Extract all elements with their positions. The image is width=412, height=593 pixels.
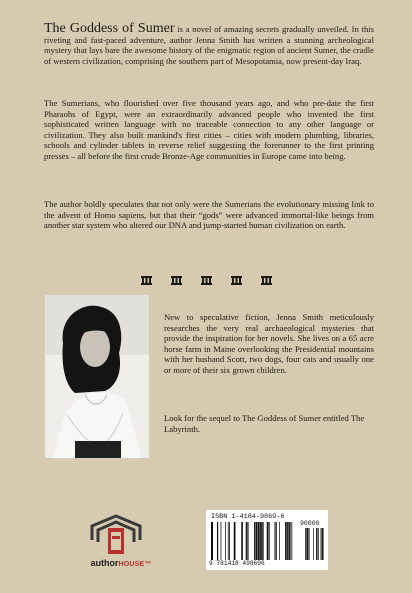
sequel-note: Look for the sequel to The Goddess of Sumer entitled The Labyrinth. (164, 413, 365, 434)
barcode-bar (221, 522, 222, 560)
isbn-barcode (206, 510, 328, 570)
ornament-row (0, 276, 412, 285)
barcode-bar (217, 522, 218, 560)
barcode-addon-bars (299, 528, 325, 560)
cuneiform-glyph-icon (171, 276, 182, 285)
blurb-paragraph-3: The author boldly speculates that not only were the Sumerians the evolutionary missing link to the advent of Homo sapiens, but that their “gods” were advanced immortal-like beings from another star system who altered our DNA and jump-started human civilization on earth. (44, 199, 374, 231)
barcode-bar (287, 522, 289, 560)
barcode-bar (228, 522, 229, 560)
barcode-bar (274, 522, 275, 560)
barcode-bar (309, 528, 310, 560)
publisher-name-part1: author (90, 558, 119, 568)
barcode-bar (290, 522, 291, 560)
cuneiform-glyph-icon (231, 276, 242, 285)
barcode-digits: 9 781418 498696 (209, 560, 265, 567)
barcode-bar (229, 522, 230, 560)
barcode-bar (267, 522, 269, 560)
cuneiform-glyph-icon (261, 276, 272, 285)
isbn-text: ISBN 1-4184-9869-6 (211, 513, 285, 521)
publisher-trademark: ™ (144, 561, 152, 568)
barcode-bar (318, 528, 319, 560)
author-photo (45, 295, 149, 458)
barcode-bar (292, 522, 293, 560)
barcode-bar (322, 528, 323, 560)
blurb-paragraph-1-text: is a novel of amazing secrets gradually unveiled. In this riveting and fast-paced adventure, author Jenna Smith has written a stunning archeological mystery that lays bare the awesome history of the enigmatic region of ancient Sumer, the cradle of western civilization, comprising the southern part of Mesopotamia, now present-day Iraq. (44, 24, 375, 66)
price-code: 90000 (300, 520, 320, 527)
blurb-paragraph-1 (44, 21, 375, 66)
publisher-name (76, 558, 166, 568)
barcode-bar (279, 522, 280, 560)
barcode-bar (269, 522, 270, 560)
barcode-bar (276, 522, 277, 560)
barcode-bar (211, 522, 213, 560)
barcode-bar (262, 522, 263, 560)
barcode-bar (305, 528, 306, 560)
cuneiform-glyph-icon (201, 276, 212, 285)
barcode-bar (258, 522, 260, 560)
barcode-bar (316, 528, 317, 560)
barcode-bar (247, 522, 248, 560)
barcode-bar (241, 522, 243, 560)
barcode-bar (234, 522, 236, 560)
barcode-bar (254, 522, 255, 560)
book-title: The Goddess of Sumer (44, 21, 175, 36)
barcode-bar (225, 522, 226, 560)
barcode-bar (255, 522, 257, 560)
barcode-bar (313, 528, 314, 560)
barcode-bar (289, 522, 290, 560)
author-bio: New to speculative fiction, Jenna Smith meticulously researches the very real archaeological mysteries that provide the inspiration for her novels. She lives on a 65 acre horse farm in Maine overlooking the Presidential mountains with her husband Scott, two dogs, four cats and usually one or more of their six grown children. (164, 312, 374, 375)
barcode-bar (321, 528, 322, 560)
barcode-bar (285, 522, 287, 560)
author-portrait (45, 295, 149, 458)
barcode-bars (211, 522, 293, 560)
cuneiform-glyph-icon (141, 276, 152, 285)
publisher-name-part2: HOUSE (118, 561, 145, 568)
publisher-logo-icon (86, 514, 146, 558)
blurb-paragraph-2: The Sumerians, who flourished over five thousand years ago, and who pre-date the first Pharaohs of Egypt, were an extraordinarily advanced people who invented the first sophisticated written language with no traceable connection to any other language or civilization. They also built mankind's first cities – cities with modern plumbing, libraries, schools and cylinder tablets in reverse relief suggesting the forerunner to the first printing presses – all before the first crude Bronze-Age communities in Europe came into being. (44, 98, 374, 161)
barcode-bar (307, 528, 308, 560)
barcode-bar (246, 522, 247, 560)
barcode-bar (260, 522, 262, 560)
